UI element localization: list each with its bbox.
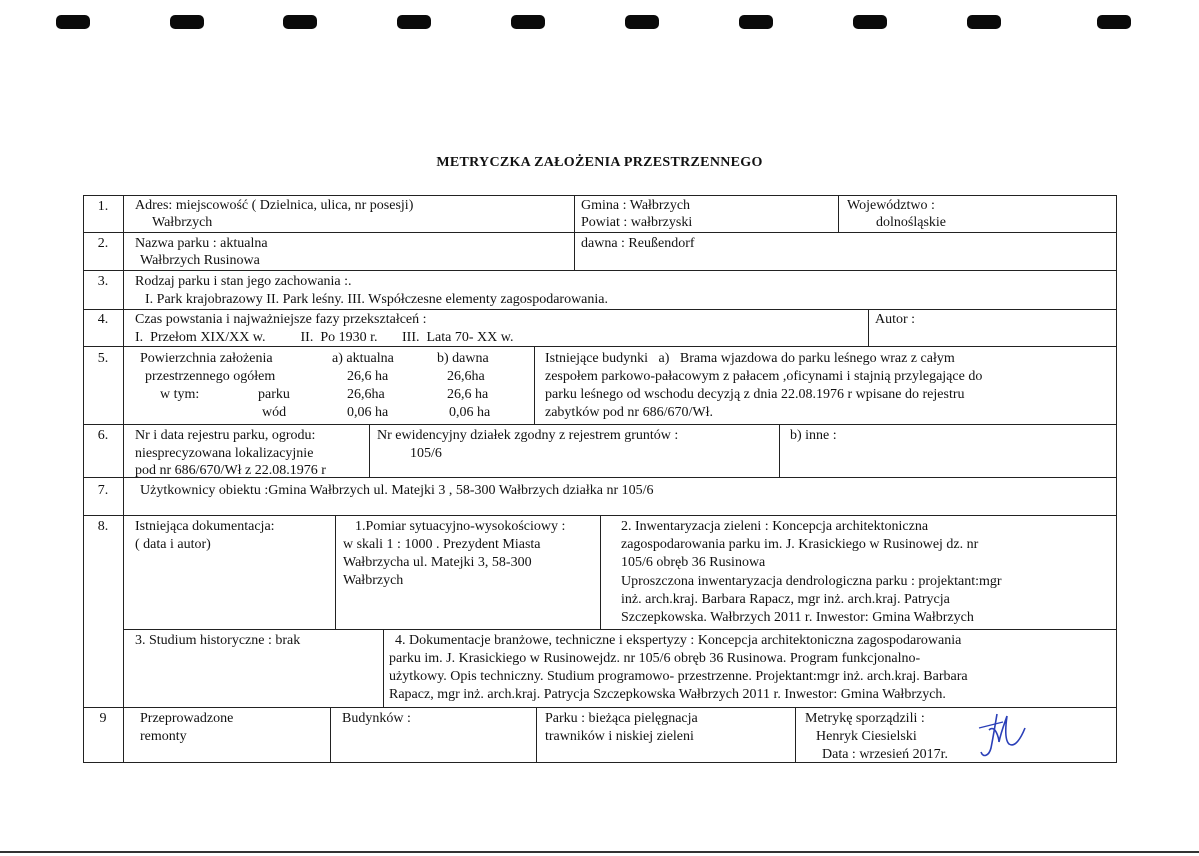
renovations-label: Przeprowadzone [140,711,234,726]
register-line: Nr i data rejestru parku, ogrodu: [135,428,316,443]
plots-label: Nr ewidencyjny działek zgodny z rejestrem gruntów : [377,428,679,443]
prepared-date: Data : wrzesień 2017r. [822,747,948,762]
punch-hole [170,15,204,29]
area-line: w tym: [160,387,200,402]
park-former-name: dawna : Reußendorf [581,236,695,251]
survey-line: Wałbrzycha ul. Matejki 3, 58-300 [343,555,532,570]
renovations-label: remonty [140,729,187,744]
inventory-line: 105/6 obręb 36 Rusinowa [621,555,766,570]
area-current-value: 26,6 ha [347,369,389,384]
technical-line: użytkowy. Opis techniczny. Studium programowo- przestrzenne. Projektant:mgr inż. arch.kraj. Barbara [389,669,968,684]
buildings-renovations: Budynków : [342,711,411,726]
inventory-line: Uproszczona inwentaryzacja dendrologiczna parku : projektant:mgr [621,574,1002,589]
area-line: Powierzchnia założenia [140,351,273,366]
row-number: 5. [97,351,109,366]
row-number: 7. [97,483,109,498]
inventory-line: inż. arch.kraj. Barbara Rapacz, mgr inż. arch.kraj. Patrycja [621,592,950,607]
address-value: Wałbrzych [152,215,213,230]
park-renovations: trawników i niskiej zieleni [545,729,694,744]
register-line: pod nr 686/670/Wł z 22.08.1976 r [135,463,326,478]
row-number: 8. [97,519,109,534]
voivodeship-value: dolnośląskie [876,215,946,230]
history-study: 3. Studium historyczne : brak [135,633,301,648]
punch-hole [56,15,90,29]
buildings-line: zabytków pod nr 686/670/Wł. [545,405,713,420]
technical-line: Rapacz, mgr inż. arch.kraj. Patrycja Szczepkowska Wałbrzych 2011 r. Inwestor: Gmina Wałbrzych. [389,687,946,702]
inventory-line: 2. Inwentaryzacja zieleni : Koncepcja architektoniczna [621,519,929,534]
gmina: Gmina : Wałbrzych [581,198,691,213]
area-line: wód [262,405,287,420]
plots-value: 105/6 [410,446,442,461]
punch-hole [625,15,659,29]
area-former-header: b) dawna [437,351,489,366]
punch-hole [511,15,545,29]
page-title: METRYCZKA ZAŁOŻENIA PRZESTRZENNEGO [436,155,763,170]
punch-hole [967,15,1001,29]
park-renovations: Parku : bieżąca pielęgnacja [545,711,698,726]
inventory-line: zagospodarowania parku im. J. Krasickiego w Rusinowej dz. nr [621,537,979,552]
survey-line: Wałbrzych [343,573,404,588]
inventory-line: Szczepkowska. Wałbrzych 2011 r. Inwestor: Gmina Wałbrzych [621,610,974,625]
area-current-value: 0,06 ha [347,405,389,420]
row-number: 2. [97,236,109,251]
area-line: parku [258,387,290,402]
signature [975,708,1035,763]
row-number: 6. [97,428,109,443]
park-type-label: Rodzaj parku i stan jego zachowania :. [135,274,352,289]
punch-hole [283,15,317,29]
register-line: niesprecyzowana lokalizacyjnie [135,446,314,461]
technical-line: parku im. J. Krasickiego w Rusinowejdz. nr 105/6 obręb 36 Rusinowa. Program funkcjonalno- [389,651,921,666]
users-text: Użytkownicy obiektu :Gmina Wałbrzych ul. Matejki 3 , 58-300 Wałbrzych działka nr 105/6 [140,483,654,498]
doc-label: ( data i autor) [135,537,211,552]
prepared-by-label: Metrykę sporządzili : [805,711,925,726]
page-edge [0,851,1199,853]
address-label: Adres: miejscowość ( Dzielnica, ulica, nr posesji) [135,198,414,213]
buildings-line: parku leśnego od wschodu decyzją z dnia 22.08.1976 r wpisane do rejestru [545,387,965,402]
survey-line: 1.Pomiar sytuacyjno-wysokościowy : [355,519,566,534]
park-type-value: I. Park krajobrazowy II. Park leśny. III. Współczesne elementy zagospodarowania. [145,292,608,307]
buildings-line: zespołem parkowo-pałacowym z pałacem ,oficynami i stajnią przylegające do [545,369,983,384]
buildings-line: Istniejące budynki a) Brama wjazdowa do parku leśnego wraz z całym [545,351,955,366]
row-number: 3. [97,274,109,289]
area-current-header: a) aktualna [332,351,394,366]
area-current-value: 26,6ha [347,387,385,402]
area-former-value: 26,6ha [447,369,485,384]
area-line: przestrzennego ogółem [145,369,276,384]
phases-label: Czas powstania i najważniejsze fazy przekształceń : [135,312,427,327]
prepared-by-name: Henryk Ciesielski [816,729,917,744]
voivodeship-label: Województwo : [847,198,935,213]
park-name-label: Nazwa parku : aktualna [135,236,268,251]
park-name-value: Wałbrzych Rusinowa [140,253,260,268]
area-former-value: 26,6 ha [447,387,489,402]
survey-line: w skali 1 : 1000 . Prezydent Miasta [343,537,541,552]
area-former-value: 0,06 ha [449,405,491,420]
punch-hole [1097,15,1131,29]
powiat: Powiat : wałbrzyski [581,215,693,230]
row-number: 4. [97,312,109,327]
doc-label: Istniejąca dokumentacja: [135,519,275,534]
punch-hole [739,15,773,29]
technical-line: 4. Dokumentacje branżowe, techniczne i ekspertyzy : Koncepcja architektoniczna zagospodarowania [395,633,962,648]
phases-value: I. Przełom XIX/XX w. II. Po 1930 r. III. Lata 70- XX w. [135,330,514,345]
punch-hole [397,15,431,29]
other-label: b) inne : [790,428,837,443]
punch-hole [853,15,887,29]
row-number: 9 [99,711,107,726]
row-number: 1. [97,199,109,214]
author-label: Autor : [875,312,916,327]
